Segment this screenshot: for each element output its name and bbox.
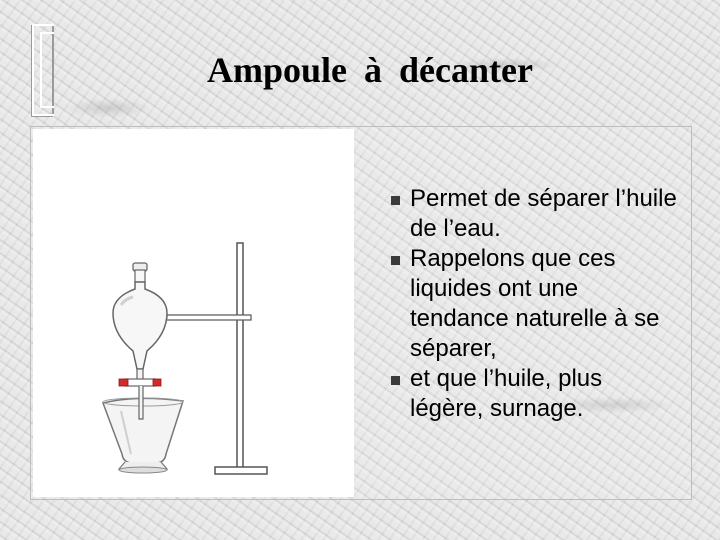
- stopper: [133, 263, 147, 282]
- list-item: [352, 184, 682, 244]
- stopcock: [119, 379, 161, 386]
- bullet-text: Permet de séparer l’huile de l’eau.: [410, 185, 677, 242]
- drain-stem: [139, 386, 143, 419]
- square-bullet-icon: [391, 196, 400, 205]
- bullet-text: Rappelons que ces liquides ont une tendance naturelle à se séparer,: [410, 245, 660, 362]
- list-item: [352, 364, 682, 424]
- bullet-list: [352, 184, 682, 424]
- bullet-text: et que l’huile, plus légère, surnage.: [410, 365, 603, 422]
- separatory-funnel-figure: [33, 129, 354, 497]
- stand-rod: [237, 243, 243, 469]
- square-bullet-icon: [391, 256, 400, 265]
- separatory-funnel-illustration: [33, 129, 354, 497]
- list-item: [352, 244, 682, 364]
- stand-base: [215, 467, 267, 474]
- square-bullet-icon: [391, 376, 400, 385]
- funnel-body: [113, 282, 167, 381]
- slide-title: Ampoule à décanter: [207, 50, 533, 90]
